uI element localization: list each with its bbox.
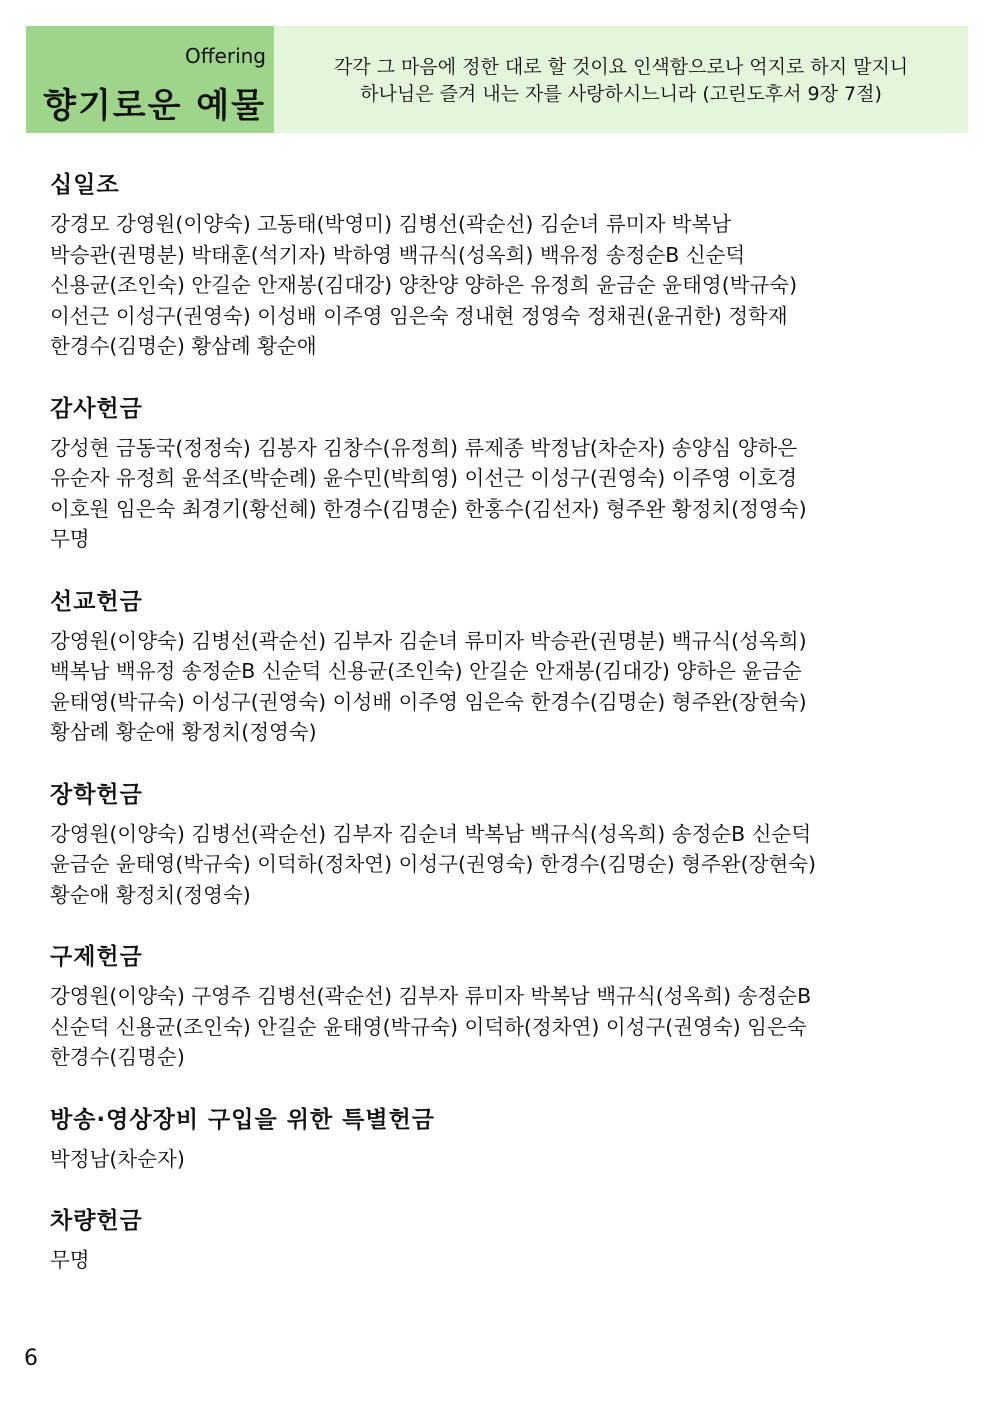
donor-names-line: 신용균(조인숙) 안길순 안재봉(김대강) 양찬양 양하은 유정희 윤금순 윤태영(박규숙) (50, 273, 798, 297)
title-english: Offering (185, 44, 266, 68)
section-title: 장학헌금 (50, 781, 143, 808)
donor-names-line: 백복남 백유정 송정순B 신순덕 신용균(조인숙) 안길순 안재봉(김대강) 양하은 윤금순 (50, 659, 802, 683)
donor-names-line: 한경수(김명순) (50, 1045, 185, 1069)
donor-names-line: 박승관(권명분) 박태훈(석기자) 박하영 백규식(성옥희) 백유정 송정순B 신순덕 (50, 242, 746, 267)
section-title: 차량헌금 (50, 1208, 143, 1234)
donor-names-line: 무명 (50, 1248, 90, 1272)
verse-line: 하나님은 즐겨 내는 자를 사랑하시느니라 (고린도후서 9장 7절) (360, 82, 882, 105)
section-title: 감사헌금 (50, 395, 143, 422)
title-korean: 향기로운 예물 (43, 86, 266, 126)
donor-names-line: 이호원 임은숙 최경기(황선혜) 한경수(김명순) 한홍수(김선자) 형주완 황정치(정영숙) (50, 496, 807, 521)
donor-names-line: 황순애 황정치(정영숙) (50, 882, 251, 907)
offering-section (50, 776, 950, 911)
donor-names-line: 강영원(이양숙) 김병선(곽순선) 김부자 김순녀 박복남 백규식(성옥희) 송정순B 신순덕 (50, 821, 812, 846)
offering-section (50, 1202, 950, 1276)
donor-names-line: 황삼례 황순애 황정치(정영숙) (50, 720, 317, 744)
offering-section (50, 583, 950, 748)
donor-names-line: 강영원(이양숙) 구영주 김병선(곽순선) 김부자 류미자 박복남 백규식(성옥희) 송정순B (50, 984, 812, 1008)
section-title: 구제헌금 (50, 944, 143, 970)
donor-names-line: 한경수(김명순) 황삼례 황순애 (50, 334, 317, 358)
page-number: 6 (24, 1346, 38, 1371)
donor-names-line: 강경모 강영원(이양숙) 고동태(박영미) 김병선(곽순선) 김순녀 류미자 박복남 (50, 212, 732, 236)
title-box (26, 26, 274, 133)
verse-line: 각각 그 마음에 정한 대로 할 것이요 인색함으로나 억지로 하지 말지니 (333, 55, 909, 78)
offering-section (50, 390, 950, 555)
header-banner (26, 26, 968, 133)
offering-list (50, 166, 950, 1304)
donor-names-line: 강영원(이양숙) 김병선(곽순선) 김부자 김순녀 류미자 박승관(권명분) 백규식(성옥희) (50, 628, 807, 653)
offering-section (50, 1101, 950, 1175)
donor-names-line: 신순덕 신용균(조인숙) 안길순 윤태영(박규숙) 이덕하(정차연) 이성구(권영숙) 임은숙 (50, 1014, 807, 1039)
section-title: 방송·영상장비 구입을 위한 특별헌금 (50, 1106, 436, 1133)
donor-names-line: 무명 (50, 527, 90, 551)
donor-names-line: 강성현 금동국(정정숙) 김봉자 김창수(유정희) 류제종 박정남(차순자) 송양심 양하은 (50, 435, 798, 460)
donor-names-line: 이선근 이성구(권영숙) 이성배 이주영 임은숙 정내현 정영숙 정채권(윤귀한) 정학재 (50, 303, 788, 328)
donor-names-line: 윤금순 윤태영(박규숙) 이덕하(정차연) 이성구(권영숙) 한경수(김명순) 형주완(장현숙) (50, 852, 817, 876)
scripture-verse (274, 26, 968, 133)
donor-names-line: 유순자 유정희 윤석조(박순례) 윤수민(박희영) 이선근 이성구(권영숙) 이주영 이호경 (50, 466, 798, 490)
offering-section (50, 938, 950, 1073)
section-title: 선교헌금 (50, 588, 143, 615)
donor-names-line: 윤태영(박규숙) 이성구(권영숙) 이성배 이주영 임은숙 한경수(김명순) 형주완(장현숙) (50, 689, 807, 714)
donor-names-line: 박정남(차순자) (50, 1146, 185, 1171)
offering-section (50, 166, 950, 362)
section-title: 십일조 (50, 172, 120, 198)
